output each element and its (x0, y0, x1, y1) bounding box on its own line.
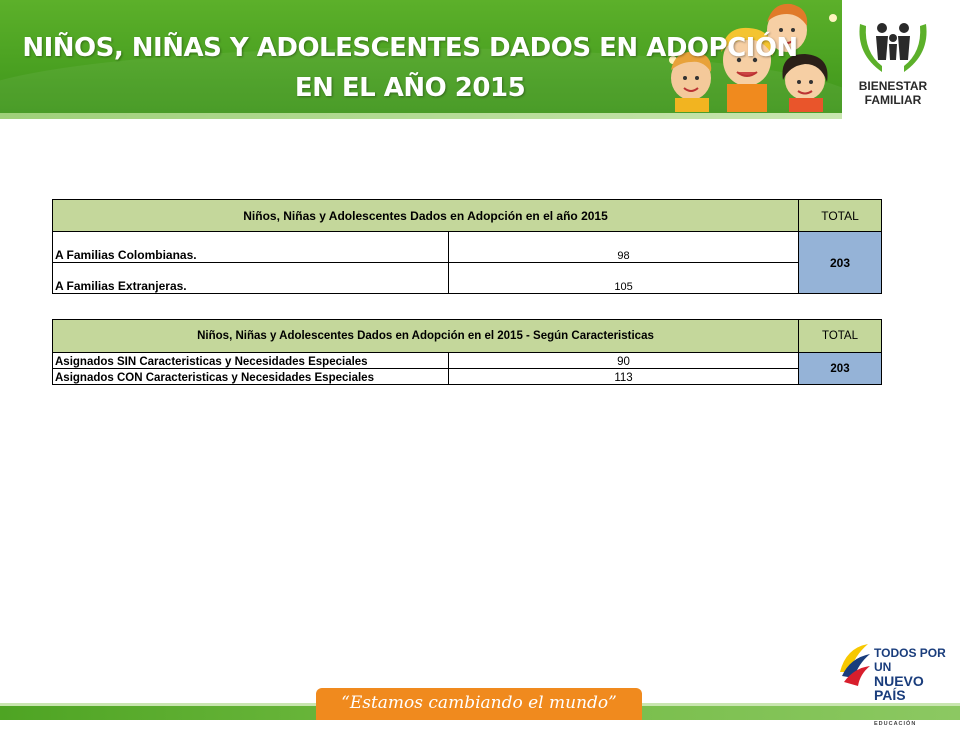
table1-row2-value: 105 (449, 263, 799, 294)
table2-row2-label: Asignados CON Caracteristicas y Necesidades Especiales (53, 369, 449, 385)
table1-row2-label: A Familias Extranjeras. (53, 263, 449, 294)
logo-text-line-2: FAMILIAR (864, 93, 922, 107)
table2-row2-value: 113 (449, 369, 799, 385)
table1-total-header: TOTAL (799, 200, 882, 232)
table1-total-value: 203 (799, 232, 882, 294)
table-row (53, 353, 882, 369)
slogan-text: “Estamos cambiando el mundo” (341, 693, 617, 713)
table-row (53, 232, 882, 263)
table-row (53, 263, 882, 294)
title-line-2: EN EL AÑO 2015 (294, 73, 526, 103)
page-title (20, 28, 800, 108)
adoptions-by-family-table (52, 199, 882, 294)
banner-underline (0, 113, 842, 119)
gov-slogan-line-3: EDUCACIÓN (874, 721, 917, 727)
table1-header: Niños, Niñas y Adolescentes Dados en Adopción en el año 2015 (53, 200, 799, 232)
slogan-banner (316, 688, 642, 720)
gov-slogan-line-2: NUEVO PAÍS (874, 673, 924, 703)
table-row (53, 369, 882, 385)
table2-row1-label: Asignados SIN Caracteristicas y Necesidades Especiales (53, 353, 449, 369)
colombia-flag-icon (836, 642, 872, 690)
logo-text-line-1: BIENESTAR (858, 79, 928, 93)
adoptions-by-characteristics-table (52, 319, 882, 385)
gov-slogan-line-1: TODOS POR UN (874, 646, 946, 674)
table2-total-header: TOTAL (799, 320, 882, 353)
table1-row1-label: A Familias Colombianas. (53, 232, 449, 263)
table2-row1-value: 90 (449, 353, 799, 369)
bienestar-familiar-logo (852, 14, 934, 114)
header-banner (0, 0, 960, 122)
table2-header: Niños, Niñas y Adolescentes Dados en Adopción en el 2015 - Según Caracteristicas (53, 320, 799, 353)
todos-por-un-nuevo-pais-logo (836, 640, 956, 727)
title-line-1: NIÑOS, NIÑAS Y ADOLESCENTES DADOS EN ADOPCIÓN (22, 33, 798, 63)
table2-total-value: 203 (799, 353, 882, 385)
table1-row1-value: 98 (449, 232, 799, 263)
